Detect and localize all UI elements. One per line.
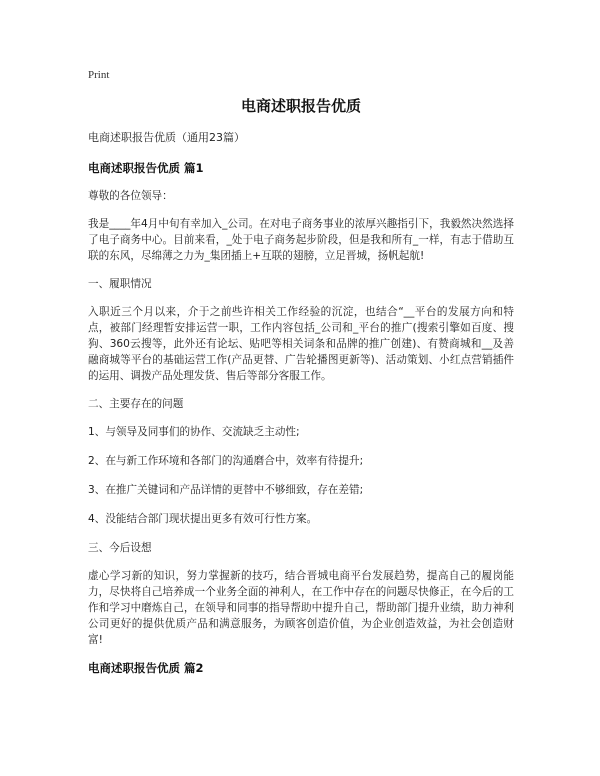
section-heading-1: 电商述职报告优质 篇1 [88,161,204,175]
document-page [88,68,514,688]
part2-heading: 二、主要存在的问题 [88,398,184,410]
problem-item-2: 2、在与新工作环境和各部门的沟通磨合中，效率有待提升; [88,455,364,467]
problem-item-3: 3、在推广关键词和产品详情的更替中不够细致，存在差错; [88,484,364,496]
part3-paragraph: 虚心学习新的知识，努力掌握新的技巧，结合晋城电商平台发展趋势，提高自己的履岗能力，尽快将自己培养成一个业务全面的神利人，在工作中存在的问题尽快修正，在今后的工作和学习中磨炼自己，在领导和同事的指导帮助中提升自己，帮助部门提升业绩，助力神利公司更好的提供优质产品和满意服务，为顾客创造价值，为企业创造效益，为社会创造财富! [88,570,514,646]
print-label: Print [88,69,110,81]
part3-heading: 三、今后设想 [88,542,152,554]
document-subtitle: 电商述职报告优质（通用23篇） [88,131,245,144]
part1-paragraph: 入职近三个月以来，介于之前些许相关工作经验的沉淀，也结合“__平台的发展方向和特点，被部门经理暂安排运营一职，工作内容包括_公司和_平台的推广(搜索引擎如百度、搜狗、360云搜等，此外还有论坛、贴吧等相关词条和品牌的推广创建)、有赞商城和__及善融商城等平台的基础运营工作(产品更替、广告轮播图更新等)、活动策划、小红点营销插件的运用、调拨产品处理发货、售后等部分客服工作。 [88,306,514,382]
problem-item-4: 4、没能结合部门现状提出更多有效可行性方案。 [88,513,318,525]
intro-paragraph: 我是____年4月中旬有幸加入_公司。在对电子商务事业的浓厚兴趣指引下，我毅然决然选择了电子商务中心。目前来看，_处于电子商务起步阶段，但是我和所有_一样，有志于借助互联的东风，尽绵薄之力为_集团插上+互联的翅膀，立足晋城，扬帆起航! [88,218,514,262]
document-title: 电商述职报告优质 [240,97,361,115]
section-heading-2: 电商述职报告优质 篇2 [88,661,204,675]
problem-item-1: 1、与领导及同事们的协作、交流缺乏主动性; [88,426,300,438]
greeting: 尊敬的各位领导： [88,190,173,202]
part1-heading: 一、履职情况 [88,278,152,290]
